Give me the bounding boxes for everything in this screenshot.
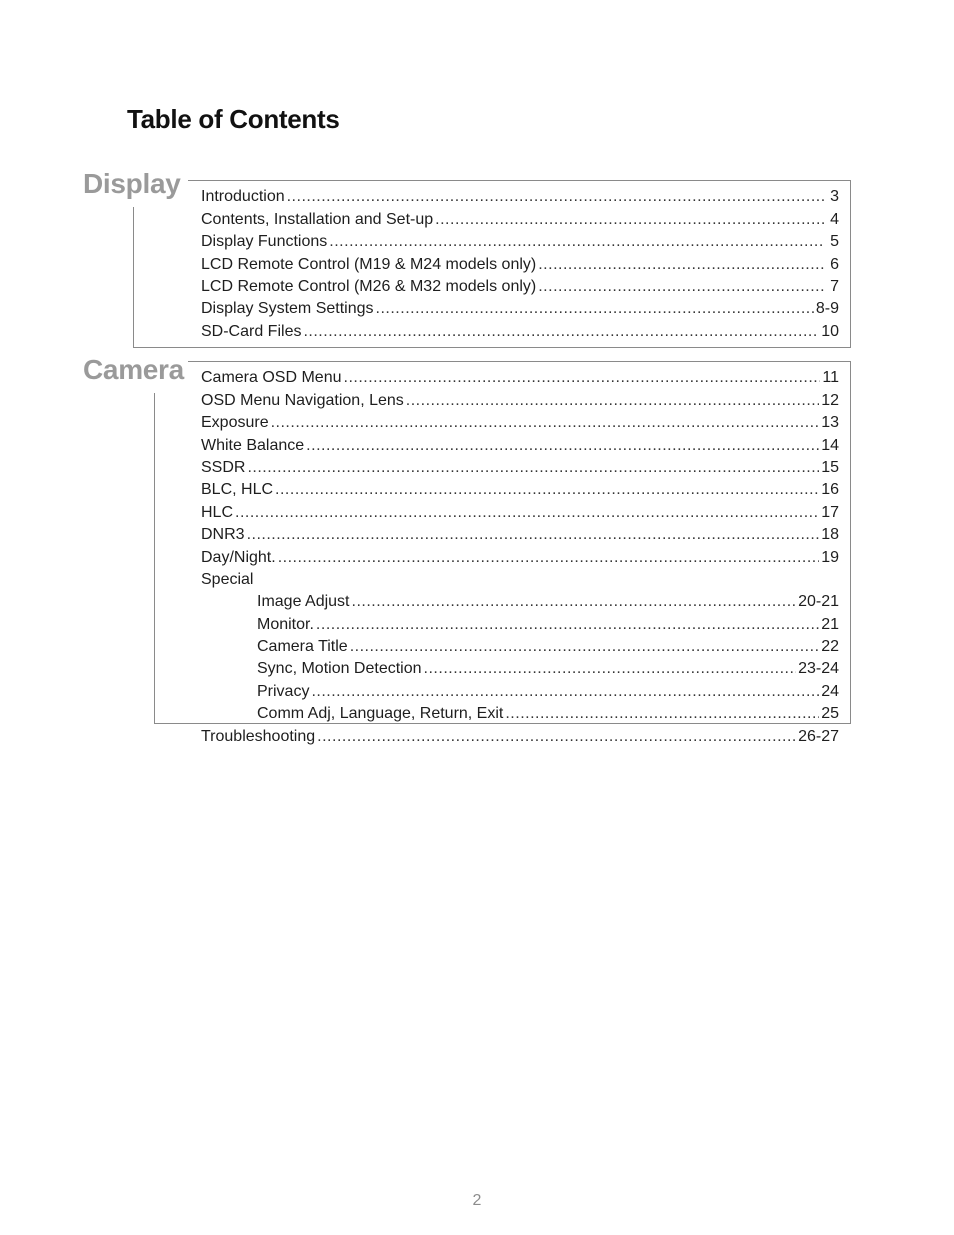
toc-subentry[interactable] (201, 589, 839, 611)
toc-entry[interactable] (201, 410, 839, 432)
toc-entry-title: BLC, HLC (201, 481, 274, 499)
toc-entry-title: Contents, Installation and Set-up (201, 210, 434, 228)
dot-leader (424, 660, 797, 678)
dot-leader (329, 233, 825, 251)
toc-entry-title: OSD Menu Navigation, Lens (201, 391, 404, 409)
dot-leader (306, 437, 819, 455)
toc-entry-title: Introduction (201, 188, 285, 206)
dot-leader (344, 369, 821, 387)
toc-entry-title: LCD Remote Control (M26 & M32 models only) (201, 277, 537, 295)
toc-entry-page: 19 (821, 548, 839, 566)
toc-entry-page: 20-21 (798, 593, 839, 611)
toc-entry-page: 15 (821, 458, 839, 476)
dot-leader (287, 188, 825, 206)
dot-leader (247, 459, 819, 477)
camera-toc-list (201, 365, 839, 746)
toc-entry[interactable] (201, 296, 839, 318)
toc-entry-page: 13 (821, 414, 839, 432)
toc-subentry[interactable] (201, 656, 839, 678)
toc-entry-page: 14 (821, 436, 839, 454)
dot-leader (316, 616, 819, 634)
dot-leader (303, 323, 819, 341)
toc-entry-page: 3 (830, 188, 839, 206)
dot-leader (505, 705, 819, 723)
toc-entry-page: 25 (821, 705, 839, 723)
toc-entry[interactable] (201, 522, 839, 544)
toc-entry-title: Special (201, 570, 254, 588)
toc-entry-page: 8-9 (815, 300, 839, 318)
toc-entry-page: 23-24 (798, 660, 839, 678)
dot-leader (317, 728, 796, 746)
toc-entry-page: 24 (821, 682, 839, 700)
toc-entry-title: Camera OSD Menu (201, 369, 342, 387)
toc-entry-page: 26-27 (798, 727, 839, 745)
dot-leader (538, 278, 825, 296)
toc-entry[interactable] (201, 723, 839, 745)
toc-entry-title: Sync, Motion Detection (257, 660, 422, 678)
toc-entry-title: LCD Remote Control (M19 & M24 models only) (201, 255, 537, 273)
camera-bracket-right (850, 361, 851, 724)
toc-entry-title: Comm Adj, Language, Return, Exit (257, 705, 504, 723)
toc-entry-title: White Balance (201, 436, 305, 454)
dot-leader (350, 638, 820, 656)
toc-entry[interactable] (201, 229, 839, 251)
toc-entry-page: 18 (821, 526, 839, 544)
dot-leader (275, 481, 819, 499)
display-toc-list (201, 184, 839, 341)
display-bracket-top (188, 180, 851, 181)
toc-entry-page: 17 (821, 503, 839, 521)
camera-bracket-left (154, 393, 155, 724)
toc-entry-page: 6 (830, 255, 839, 273)
dot-leader (538, 256, 825, 274)
toc-entry-page: 16 (821, 481, 839, 499)
toc-entry[interactable] (201, 477, 839, 499)
dot-leader (235, 504, 819, 522)
toc-subentry[interactable] (201, 678, 839, 700)
section-label-display: Display (83, 168, 181, 199)
toc-entry[interactable] (201, 251, 839, 273)
toc-entry-title: Image Adjust (257, 593, 350, 611)
toc-entry-page: 11 (822, 369, 839, 387)
toc-entry[interactable] (201, 318, 839, 340)
toc-entry[interactable] (201, 499, 839, 521)
toc-entry-title: Day/Night. (201, 548, 276, 566)
toc-entry[interactable] (201, 544, 839, 566)
toc-entry[interactable] (201, 206, 839, 228)
toc-entry-title: Camera Title (257, 638, 348, 656)
toc-entry-page: 10 (821, 322, 839, 340)
dot-leader (435, 211, 825, 229)
toc-entry-title: Privacy (257, 682, 310, 700)
toc-entry-page: 5 (830, 233, 839, 251)
toc-entry-title: Display System Settings (201, 300, 374, 318)
toc-entry[interactable] (201, 432, 839, 454)
dot-leader (311, 683, 819, 701)
toc-entry[interactable] (201, 184, 839, 206)
display-bracket-bottom (133, 347, 851, 348)
display-bracket-right (850, 180, 851, 348)
toc-entry[interactable] (201, 274, 839, 296)
toc-entry-page: 21 (821, 615, 839, 633)
toc-entry-title: Display Functions (201, 233, 328, 251)
section-label-camera: Camera (83, 354, 184, 385)
toc-entry-page: 4 (830, 210, 839, 228)
toc-entry-title: SSDR (201, 458, 246, 476)
toc-entry-title: Monitor. (257, 615, 314, 633)
toc-subentry[interactable] (201, 701, 839, 723)
dot-leader (278, 549, 820, 567)
toc-entry-title: Exposure (201, 414, 269, 432)
dot-leader (352, 593, 797, 611)
dot-leader (376, 300, 814, 318)
toc-entry[interactable] (201, 387, 839, 409)
toc-entry-title: DNR3 (201, 526, 245, 544)
page-title: Table of Contents (127, 104, 340, 134)
dot-leader (406, 392, 819, 410)
toc-entry[interactable] (201, 455, 839, 477)
toc-entry-title: Troubleshooting (201, 727, 316, 745)
dot-leader (247, 526, 820, 544)
toc-entry-page: 7 (830, 277, 839, 295)
display-bracket-left (133, 207, 134, 348)
toc-subheading (201, 567, 839, 589)
toc-entry[interactable] (201, 365, 839, 387)
page-number: 2 (472, 1192, 482, 1209)
toc-subentry[interactable] (201, 611, 839, 633)
dot-leader (271, 414, 820, 432)
camera-bracket-top (188, 361, 851, 362)
toc-subentry[interactable] (201, 634, 839, 656)
toc-entry-title: HLC (201, 503, 234, 521)
toc-entry-title: SD-Card Files (201, 322, 302, 340)
toc-entry-page: 22 (821, 638, 839, 656)
toc-entry-page: 12 (821, 391, 839, 409)
